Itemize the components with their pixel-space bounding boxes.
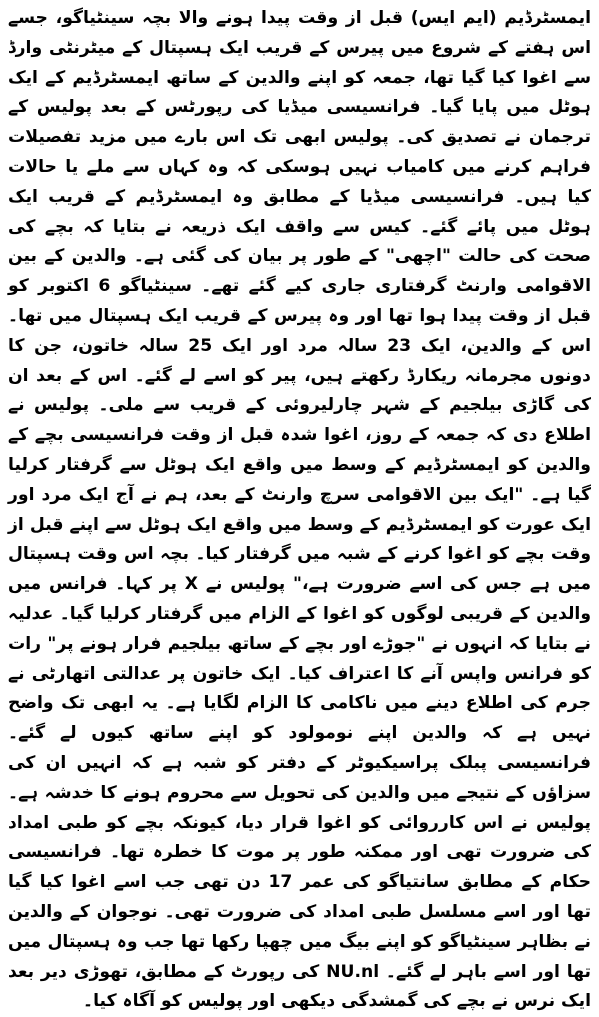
source-name: NU.nl (326, 961, 380, 982)
article-body: ایمسٹرڈیم (ایم ایس) قبل از وقت پیدا ہونے والا بچہ سینٹیاگو، جسے اس ہفتے کے شروع میں پیرس کے قریب ایک ہسپتال کے میٹرنٹی وارڈ سے اغوا کیا گیا تھا، جمعہ کو اپنے والدین کے ساتھ ایمسٹرڈیم کے ایک ہوٹل میں پایا گیا۔ فرانسیسی میڈیا کی رپورٹس کے بعد پولیس کے ترجمان نے تصدیق کی۔ پولیس ابھی تک اس بارے میں مزید تفصیلات فراہم کرنے میں کامیاب نہیں ہوسکی کہ وہ کہاں سے ملے یا حالات کیا ہیں۔ فرانسیسی میڈیا کے مطابق وہ ایمسٹرڈیم کے قریب ایک ہوٹل میں پائے گئے۔ کیس سے واقف ایک ذریعہ نے بتایا کہ بچے کی صحت کی حالت "اچھی" کے طور پر بیان کی گئی ہے۔ والدین کے بین الاقوامی وارنٹ گرفتاری جاری کیے گئے تھے۔ سینٹیاگو 6 اکتوبر کو قبل از وقت پیدا ہوا تھا اور وہ پیرس کے قریب ایک ہسپتال میں تھا۔ اس کے والدین، ایک 23 سالہ مرد اور ایک 25 سالہ خاتون، جن کا دونوں مجرمانہ ریکارڈ رکھتے ہیں، پیر کو اسے لے گئے۔ اس کے بعد ان کی گاڑی بیلجیم کے شہر چارلیروئی کے قریب سے ملی۔ پولیس نے اطلاع دی کہ جمعہ کے روز، اغوا شدہ قبل از وقت فرانسیسی بچے کے والدین کو ایمسٹرڈیم کے وسط میں واقع ایک ہوٹل سے گرفتار کرلیا گیا ہے۔ "ایک بین الاقوامی سرچ وارنٹ کے بعد، ہم نے آج ایک مرد اور ایک عورت کو ایمسٹرڈیم کے وسط میں واقع ایک ہوٹل سے اپنے قبل از وقت بچے کو اغوا کرنے کے شبہ میں گرفتار کیا۔ بچہ اس وقت ہسپتال میں ہے جس کی اسے ضرورت ہے،" پولیس نے X پر کہا۔ فرانس میں والدین کے قریبی لوگوں کو اغوا کے الزام میں گرفتار کرلیا گیا۔ عدلیہ نے بتایا کہ انہوں نے "جوڑے اور بچے کے ساتھ بیلجیم فرار ہونے پر" رات کو فرانس واپس آنے کا اعتراف کیا۔ ایک خاتون پر عدالتی اتھارٹی نے جرم کی اطلاع دینے میں ناکامی کا الزام لگایا ہے۔ یہ ابھی تک واضح نہیں ہے کہ والدین اپنے نومولود کو اپنے ساتھ کیوں لے گئے۔ فرانسیسی پبلک پراسیکیوٹر کے دفتر کو شبہ ہے کہ انہیں ان کی سزاؤں کے نتیجے میں والدین کی تحویل سے محروم ہونے کا خدشہ ہے۔ پولیس نے اس کارروائی کو اغوا قرار دیا، کیونکہ بچے کو طبی امداد کی ضرورت تھی اور ممکنہ طور پر موت کا خطرہ تھا۔ فرانسیسی حکام کے مطابق سانتیاگو کی عمر 17 دن تھی جب اسے اغوا کیا گیا تھا اور اسے مسلسل طبی امداد کی ضرورت تھی۔ نوجوان کے والدین نے بظاہر سینٹیاگو کو اپنے بیگ میں چھپا رکھا تھا جب وہ ہسپتال میں تھا اور اسے باہر لے گئے۔ (8, 8, 591, 982)
article-closing-sentence: کی رپورٹ کے مطابق، تھوڑی دیر بعد ایک نرس نے بچے کی گمشدگی دیکھی اور پولیس کو آگاہ کیا۔ (8, 961, 591, 1012)
news-article-text (8, 4, 591, 1017)
